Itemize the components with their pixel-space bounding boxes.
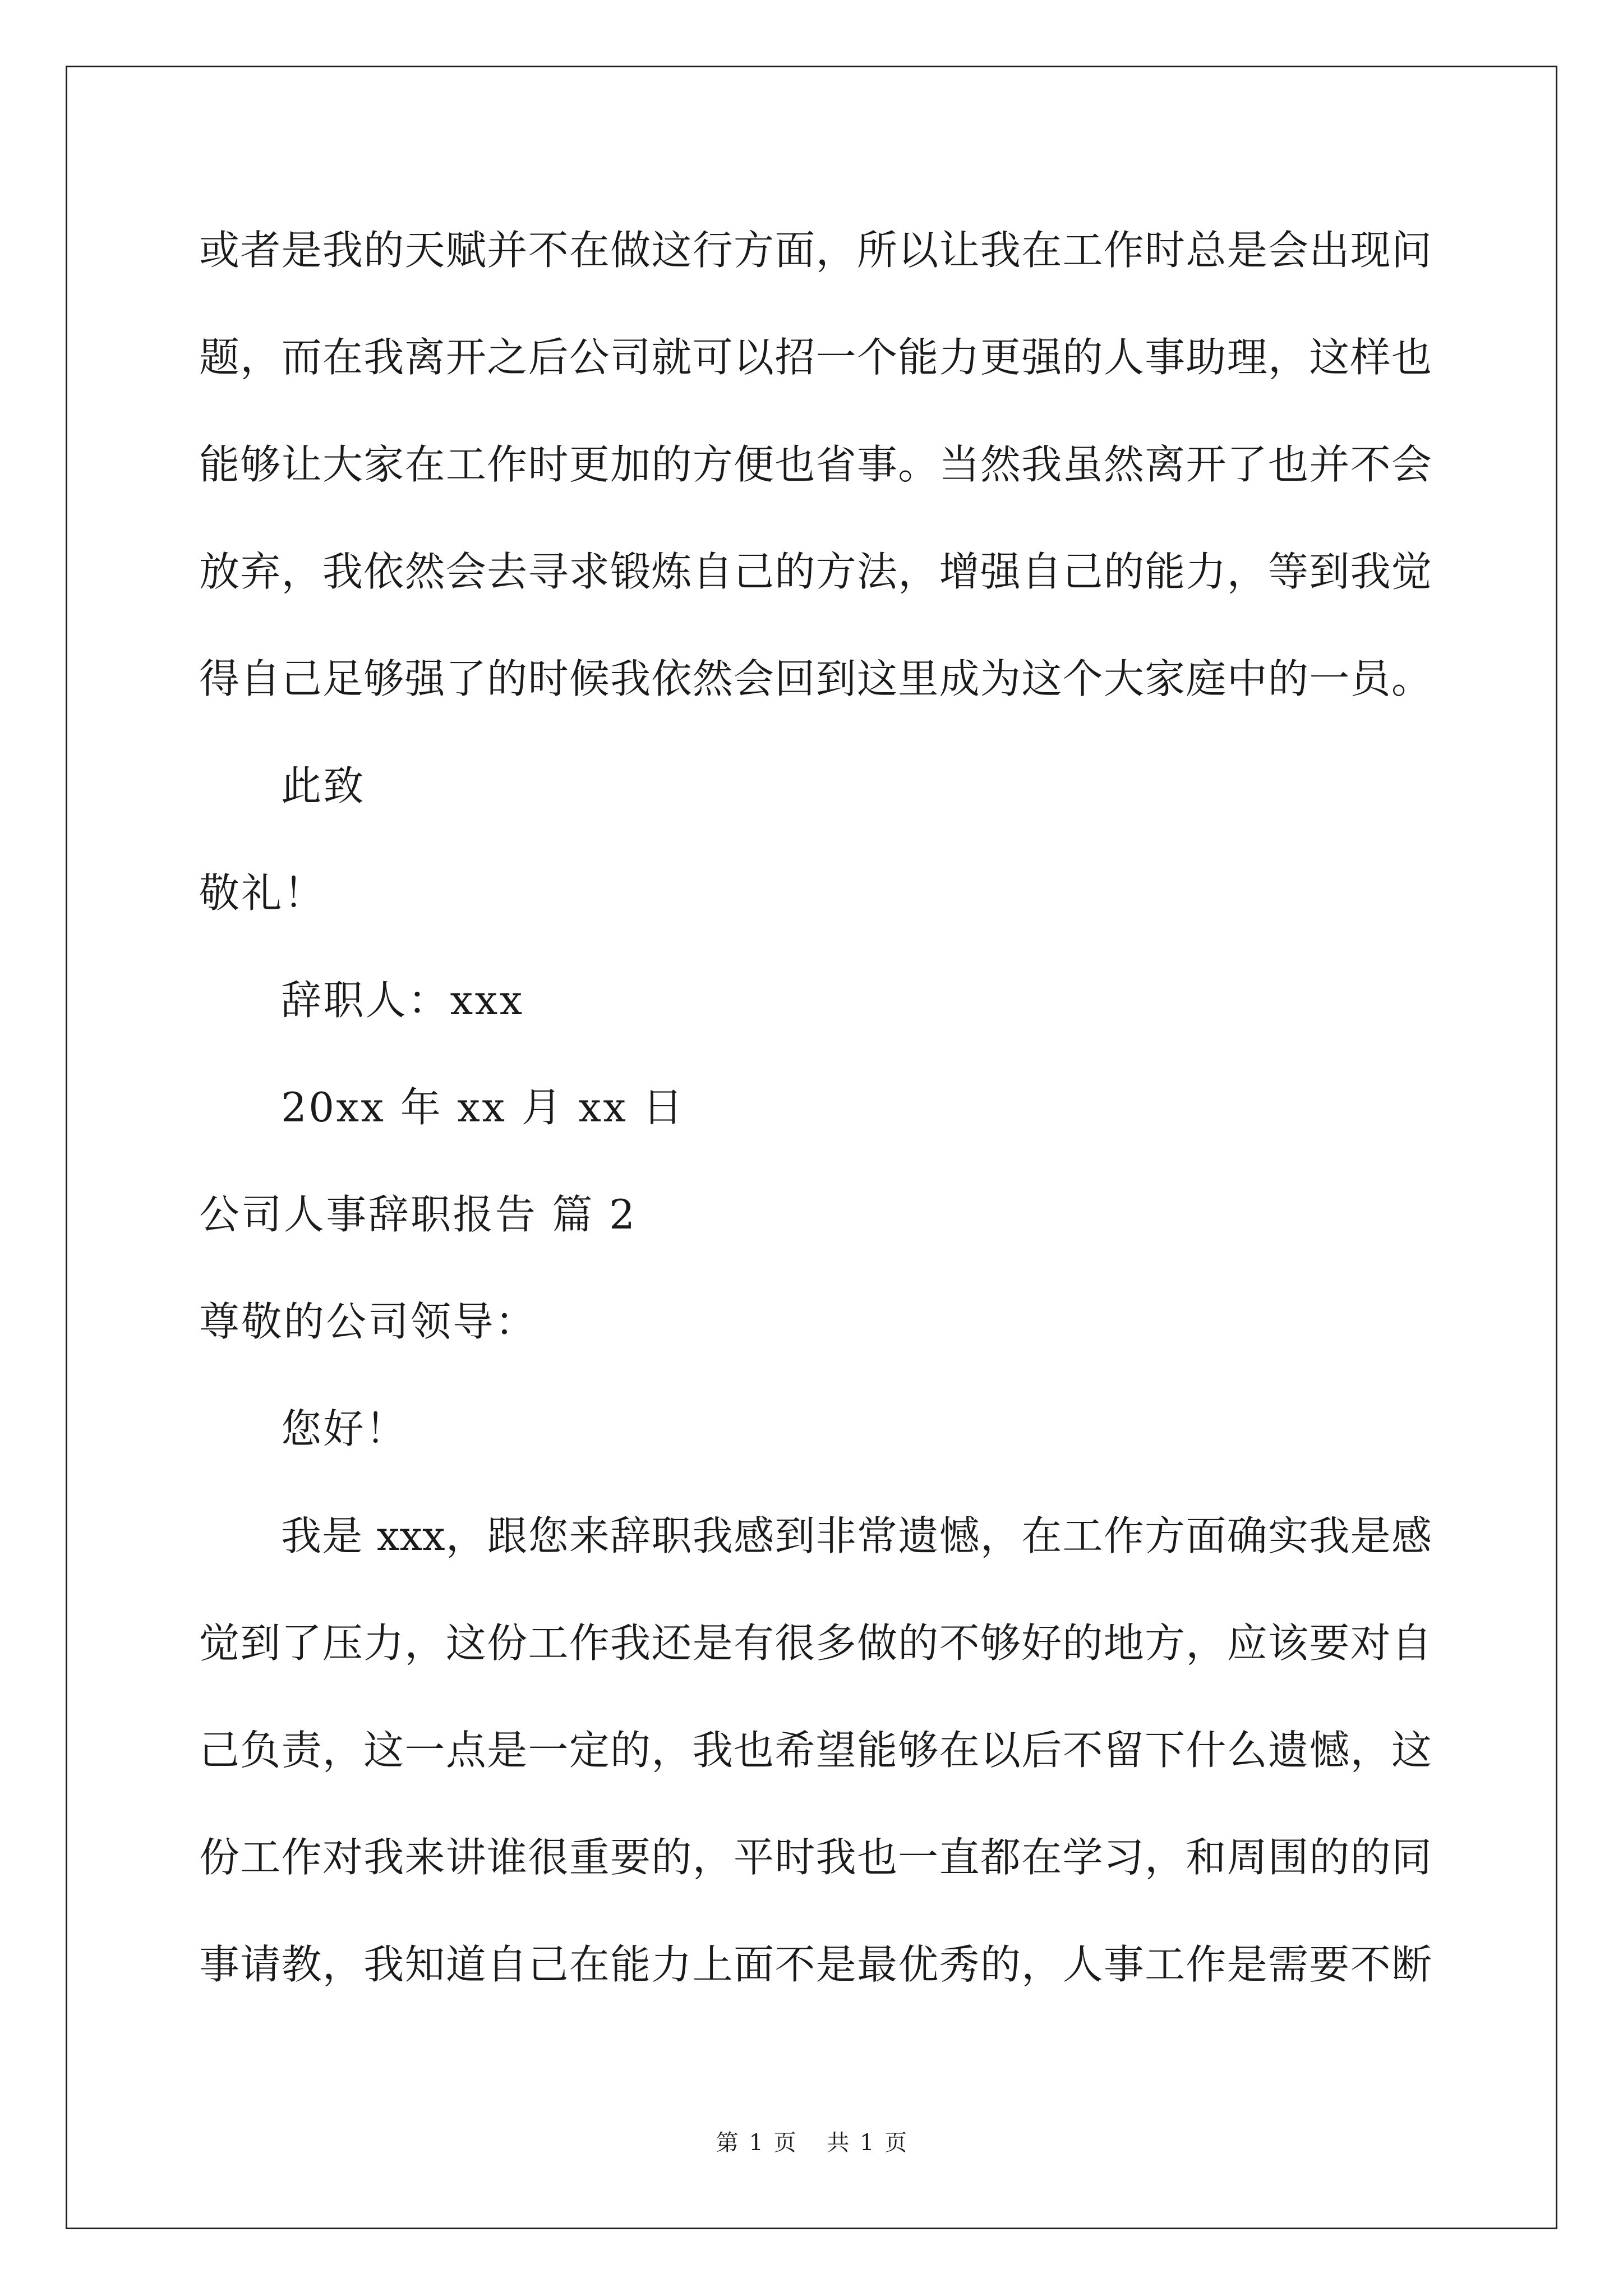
regards: 敬礼！ [199,869,326,917]
text-line: 能够让大家在工作时更加的方便也省事。当然我虽然离开了也并不会 [199,441,1432,488]
text-line: 我是 xxx，跟您来辞职我感到非常遗憾，在工作方面确实我是感 [281,1512,1432,1559]
signature-line: 辞职人：xxx [281,977,524,1024]
text-line: 得自己足够强了的时候我依然会回到这里成为这个大家庭中的一员。 [199,655,1432,702]
text-line: 事请教，我知道自己在能力上面不是最优秀的，人事工作是需要不断 [199,1941,1432,1988]
text-line: 份工作对我来讲谁很重要的，平时我也一直都在学习，和周围的的同 [199,1834,1432,1881]
text-line: 题，而在我离开之后公司就可以招一个能力更强的人事助理，这样也 [199,334,1432,381]
greeting: 您好！ [281,1405,408,1452]
page-footer [0,2126,1623,2160]
text-line: 觉到了压力，这份工作我还是有很多做的不够好的地方，应该要对自 [199,1619,1432,1667]
page-number: 第 1 页 [716,2130,796,2156]
page-total: 共 1 页 [827,2130,907,2156]
greeting-recipient: 尊敬的公司领导： [199,1298,538,1345]
section-heading: 公司人事辞职报告 篇 2 [199,1191,637,1238]
salutation-closing: 此致 [281,762,366,809]
date-line: 20xx 年 xx 月 xx 日 [281,1084,685,1131]
text-line: 己负责，这一点是一定的，我也希望能够在以后不留下什么遗憾，这 [199,1727,1432,1774]
text-line: 放弃，我依然会去寻求锻炼自己的方法，增强自己的能力，等到我觉 [199,548,1432,595]
document-body [199,206,1432,2028]
text-line: 或者是我的天赋并不在做这行方面，所以让我在工作时总是会出现问 [199,227,1432,274]
